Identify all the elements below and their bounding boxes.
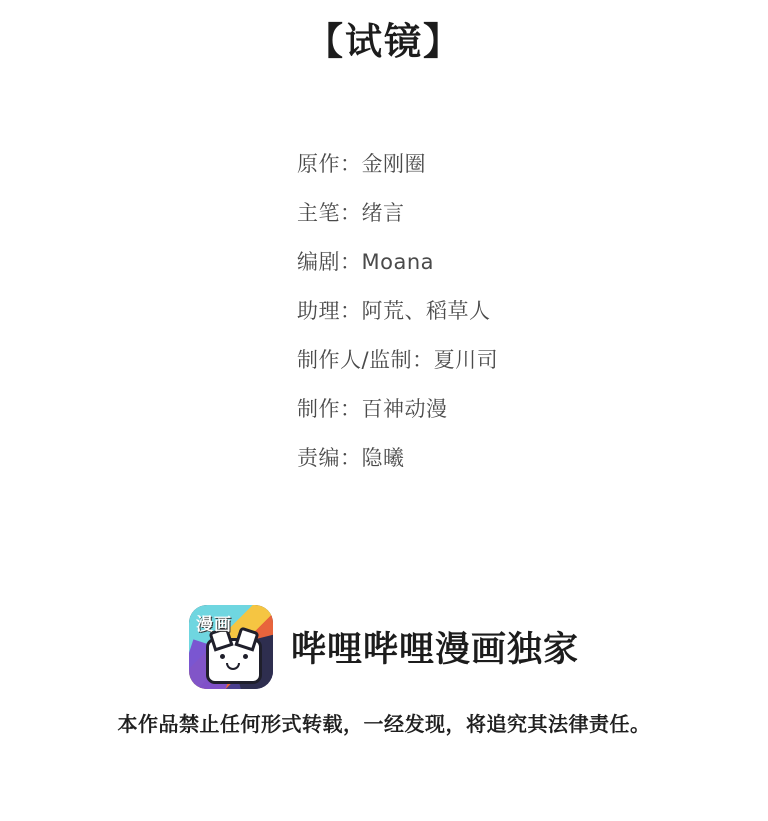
mascot-eye-left: [220, 654, 225, 659]
logo-text: 漫画: [195, 615, 232, 635]
mascot-eye-right: [243, 654, 248, 659]
credit-line: 助理：阿荒、稻草人: [297, 299, 491, 323]
credit-line: 责编：隐曦: [297, 446, 405, 470]
credit-line: 制作：百神动漫: [297, 397, 448, 421]
mascot-face-icon: [206, 638, 262, 684]
brand-block: [0, 605, 768, 689]
credit-line: 制作人/监制：夏川司: [297, 348, 499, 372]
credit-line: 原作：金刚圈: [297, 152, 426, 176]
brand-name: 哔哩哔哩漫画独家: [290, 630, 579, 670]
page-title: 【试镜】: [306, 20, 462, 63]
credit-line: 主笔：绪言: [297, 201, 405, 225]
credits-list: [297, 148, 498, 472]
mascot-mouth: [226, 663, 240, 670]
copyright-notice: 本作品禁止任何形式转载，一经发现，将追究其法律责任。: [117, 712, 651, 736]
credit-line: 编剧：Moana: [297, 250, 435, 274]
bilibili-manga-logo-icon: [189, 605, 273, 689]
